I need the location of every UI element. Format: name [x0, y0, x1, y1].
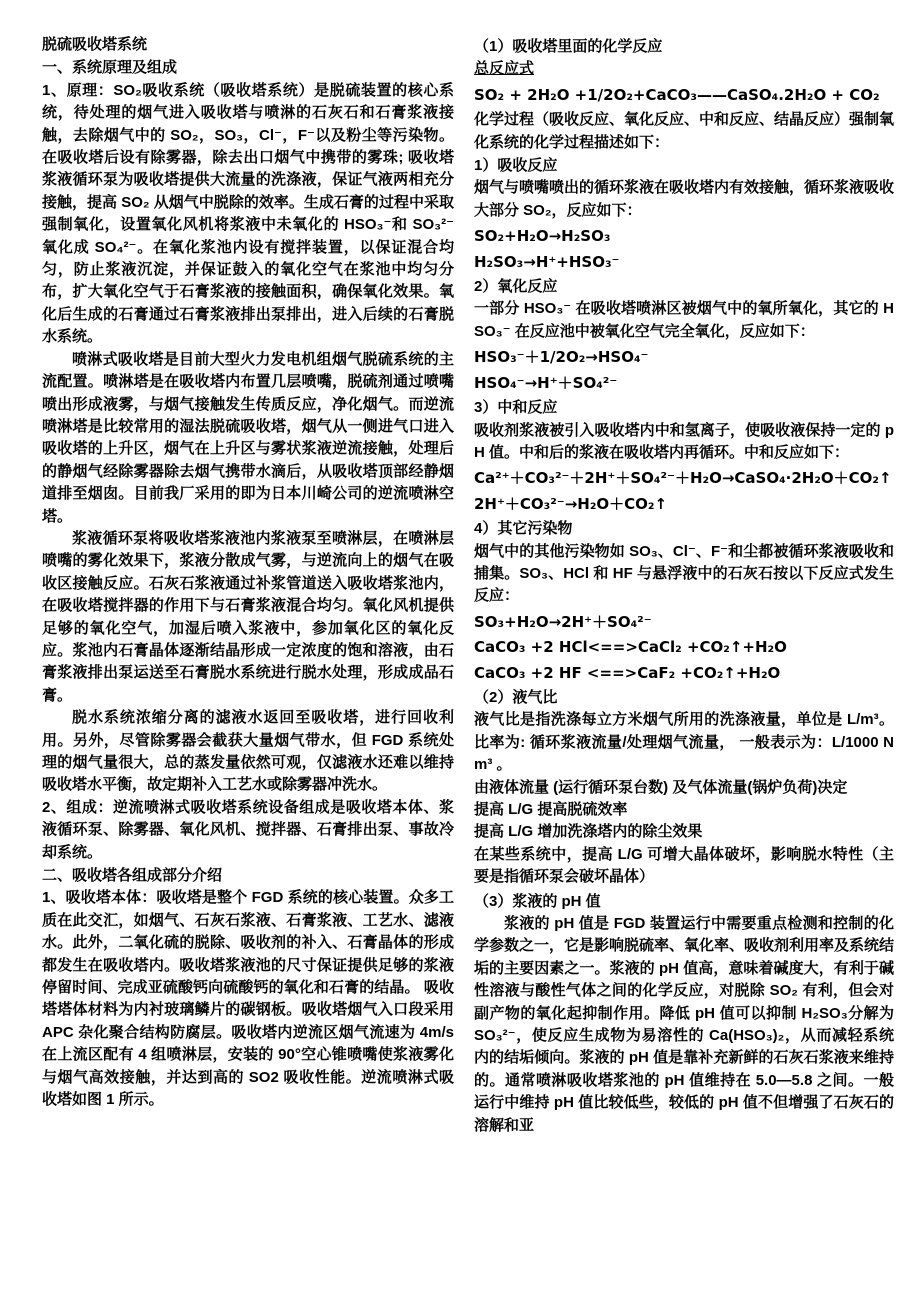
document-title: 脱硫吸收塔系统: [42, 36, 148, 53]
paragraph: 1、原理：SO₂吸收系统（吸收塔系统）是脱硫装置的核心系统，待处理的烟气进入吸收塔与喷淋的石灰石和石膏浆液接触，去除烟气中的 SO₂，SO₃，Cl⁻，F⁻以及粉尘等污染物。在吸收塔后设有除雾器，除去出口烟气中携带的雾珠; 吸收塔浆液循环泵为吸收塔提供大流量的洗涤液，保证气液两相充分接触，提高 SO₂ 从烟气中脱除的效率。生成石膏的过程中采取强制氧化，设置氧化风机将浆液中未氧化的 HSO₃⁻和 SO₃²⁻氧化成 SO₄²⁻。在氧化浆池内设有搅拌装置，以保证混合均匀，防止浆液沉淀，并保证鼓入的氧化空气在浆池中均匀分布，扩大氧化空气于石膏浆液的接触面积，确保氧化效果。氧化后生成的石膏通过石膏浆液排出泵排出，进入后续的石膏脱水系统。: [42, 81, 454, 346]
paragraph: 一部分 HSO₃⁻ 在吸收塔喷淋区被烟气中的氧所氧化，其它的 HSO₃⁻ 在反应池中被氧化空气完全氧化，反应如下：: [474, 300, 894, 340]
section-heading: 3）中和反应: [474, 399, 558, 417]
left-column: [42, 34, 454, 1284]
section-heading: 1）吸收反应: [474, 157, 558, 175]
paragraph: 2、组成：逆流喷淋式吸收塔系统设备组成是吸收塔本体、浆液循环泵、除雾器、氧化风机、搅拌器、石膏排出泵、事故冷却系统。: [42, 798, 454, 861]
paragraph: 吸收剂浆液被引入吸收塔内中和氢离子，使吸收液保持一定的 pH 值。中和后的浆液在吸收塔内再循环。中和反应如下：: [474, 421, 894, 461]
paragraph: 浆液的 pH 值是 FGD 装置运行中需要重点检测和控制的化学参数之一，它是影响脱硫率、氧化率、吸收剂利用率及系统结垢的主要因素之一。浆液的 pH 值高，意味着碱度大，有利于碱性溶液与酸性气体之间的化学反应，对脱除 SO₂ 有利，但会对副产物的氧化起抑制作用。降低 pH 值可以抑制 H₂SO₃分解为 SO₃²⁻，使反应生成物为易溶性的 Ca(HSO₃)₂，从而减轻系统内的结垢倾向。浆液的 pH 值是靠补充新鲜的石灰石浆液来维持的。通常喷淋吸收塔浆池的 pH 值维持在 5.0—5.8 之间。一般运行中维持 pH 值比较低些，较低的 pH 值不但增强了石灰石的溶解和亚: [474, 915, 895, 1134]
paragraph: 提高 L/G 增加洗涤塔内的除尘效果: [474, 823, 703, 841]
chemical-formula: 2H⁺＋CO₃²⁻→H₂O＋CO₂↑: [474, 494, 668, 513]
paragraph: 化学过程（吸收反应、氧化反应、中和反应、结晶反应）强制氧化系统的化学过程描述如下：: [474, 111, 895, 151]
paragraph: 喷淋式吸收塔是目前大型火力发电机组烟气脱硫系统的主流配置。喷淋塔是在吸收塔内布置几层喷嘴，脱硫剂通过喷嘴喷出形成液雾，与烟气接触发生传质反应，净化烟气。而逆流喷淋塔是比较常用的湿法脱硫吸收塔，烟气从一侧进气口进入吸收塔的上升区，烟气在上升区与雾状浆液逆流接触，处理后的静烟气经除雾器除去烟气携带水滴后，从吸收塔顶部经静烟道排至烟囱。目前我厂采用的即为日本川崎公司的逆流喷淋空塔。: [42, 350, 454, 525]
underlined-label: 总反应式: [474, 60, 535, 78]
chemical-formula: HSO₄⁻→H⁺＋SO₄²⁻: [474, 373, 618, 392]
paragraph: 浆液循环泵将吸收塔浆液池内浆液泵至喷淋层，在喷淋层喷嘴的雾化效果下，浆液分散成气雾，与逆流向上的烟气在吸收区接触反应。石灰石浆液通过补浆管道送入吸收塔浆池内，在吸收塔搅拌器的作用下与石膏浆液混合均匀。氧化风机提供足够的氧化空气，加湿后喷入浆液中，参加氧化区的氧化反应。浆池内石膏晶体逐渐结晶形成一定浓度的饱和溶液，由石膏浆液排出泵运送至石膏脱水系统进行脱水处理，形成成品石膏。: [42, 529, 454, 704]
section-heading: 4）其它污染物: [474, 520, 573, 538]
chemical-formula: H₂SO₃→H⁺+HSO₃⁻: [474, 252, 620, 271]
section-heading: 2）氧化反应: [474, 278, 558, 296]
chemical-formula: SO₂ + 2H₂O +1/2O₂+CaCO₃——CaSO₄.2H₂O + CO₂: [474, 85, 880, 104]
paragraph: 液气比是指洗涤每立方米烟气所用的洗涤液量，单位是 L/m³。比率为: 循环浆液流量/处理烟气流量， 一般表示为：L/1000 Nm³ 。: [474, 711, 894, 774]
chemical-formula: CaCO₃ +2 HF <==>CaF₂ +CO₂↑+H₂O: [474, 663, 781, 682]
paragraph: 1、吸收塔本体：吸收塔是整个 FGD 系统的核心装置。众多工质在此交汇，如烟气、石灰石浆液、石膏浆液、工艺水、滤液水。此外，二氧化硫的脱除、吸收剂的补入、石膏晶体的形成都发生在吸收塔内。吸收塔浆液池的尺寸保证提供足够的浆液停留时间、完成亚硫酸钙向硫酸钙的氧化和石膏的结晶。 吸收塔塔体材料为内衬玻璃鳞片的碳钢板。吸收塔烟气入口段采用 APC 杂化聚合结构防腐层。吸收塔内逆流区烟气流速为 4m/s 在上流区配有 4 组喷淋层，安装的 90°空心锥喷嘴使浆液雾化与烟气高效接触，并达到高的 SO2 吸收性能。逆流喷淋式吸收塔如图 1 所示。: [42, 889, 454, 1109]
subsection-heading: （2）液气比: [474, 688, 558, 706]
right-column: [474, 34, 894, 1284]
chemical-formula: CaCO₃ +2 HCl<==>CaCl₂ +CO₂↑+H₂O: [474, 638, 787, 657]
chemical-formula: HSO₃⁻＋1/2O₂→HSO₄⁻: [474, 348, 649, 367]
section-heading: 一、系统原理及组成: [42, 59, 178, 77]
paragraph: 在某些系统中，提高 L/G 可增大晶体破坏，影响脱水特性（主要是指循环泵会破坏晶体）: [474, 845, 894, 886]
chemical-formula: SO₃+H₂O→2H⁺＋SO₄²⁻: [474, 612, 652, 631]
paragraph: 烟气与喷嘴喷出的循环浆液在吸收塔内有效接触，循环浆液吸收大部分 SO₂，反应如下：: [474, 179, 895, 219]
chemical-formula: Ca²⁺＋CO₃²⁻＋2H⁺＋SO₄²⁻＋H₂O→CaSO₄·2H₂O＋CO₂↑: [474, 469, 892, 488]
paragraph: 由液体流量 (运行循环泵台数) 及气体流量(锅炉负荷)决定: [474, 778, 848, 796]
subsection-heading: （1）吸收塔里面的化学反应: [474, 38, 663, 55]
section-heading: 二、吸收塔各组成部分介绍: [42, 867, 223, 885]
paragraph: 烟气中的其他污染物如 SO₃、Cl⁻、F⁻和尘都被循环浆液吸收和捕集。SO₃、HCl 和 HF 与悬浮液中的石灰石按以下反应式发生反应：: [474, 542, 894, 605]
subsection-heading: （3）浆液的 pH 值: [474, 892, 601, 910]
chemical-formula: SO₂+H₂O→H₂SO₃: [474, 227, 611, 246]
paragraph: 脱水系统浓缩分离的滤液水返回至吸收塔，进行回收利用。另外，尽管除雾器会截获大量烟气带水，但 FGD 系统处理的烟气量很大，总的蒸发量依然可观，仅滤液水还难以维持吸收塔水平衡，故定期补入工艺水或除雾器冲洗水。: [42, 709, 454, 794]
paragraph: 提高 L/G 提高脱硫效率: [474, 801, 628, 818]
